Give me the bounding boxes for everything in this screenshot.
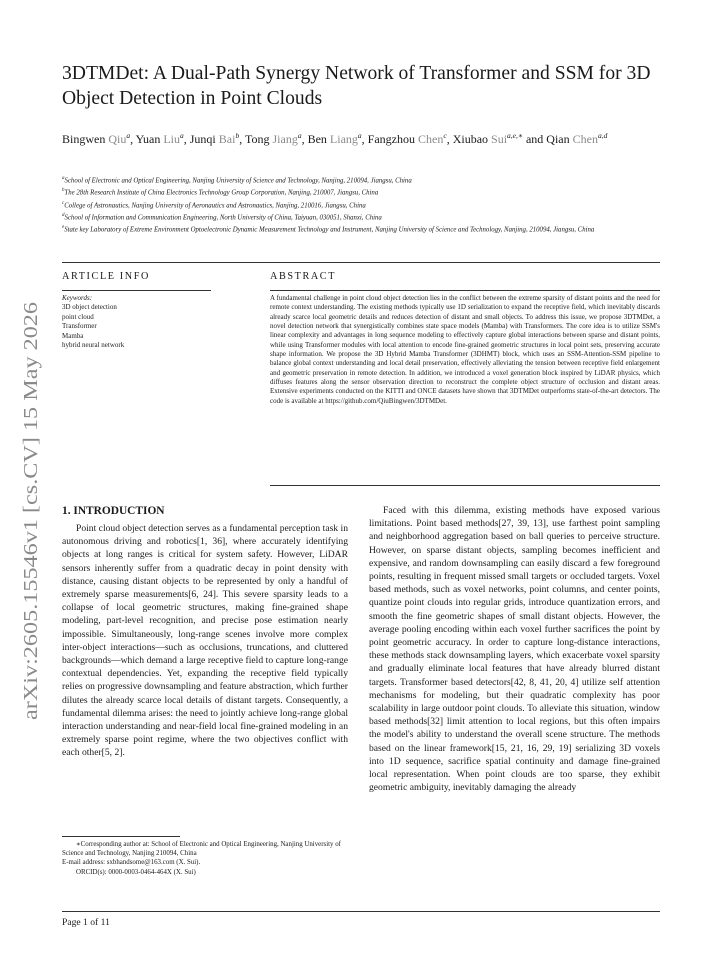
keywords-label: Keywords: [62,294,93,302]
author-last-name: Chen [418,132,444,146]
affiliation-mark: c [62,200,65,206]
intro-paragraph-2: Faced with this dilemma, existing methods have exposed various limitations. Point based methods[27, 39, 13], use farthest point sampling and neighborhood aggregation based on ball queries to perceive structure. However, on sparse distant objects, sampling becomes inefficient and expensive, and random downsampling can easily discard a few foreground points, resulting in frequent missed small targets or occluded targets. Voxel based methods, such as voxel networks, point columns, and center points, quantize point clouds into regular grids, introduce quantization errors, and smooth the fine geometric shapes of small distant objects. However, the average pooling encoding within each voxel further sacrifices the point by point geometric accuracy. In order to capture long-distance interactions, these methods stack downsampling layers, which exacerbate voxel sparsity and gradually eliminate local features that have already blurred distant targets. Transformer based detectors[42, 8, 41, 20, 4] utilize self attention mechanisms for modeling, but their quadratic complexity has poor scalability in large outdoor point clouds. To alleviate this situation, window based methods[32] limit attention to local regions, but this often impairs the model's ability to understand the overall scene structure. The methods based on the linear framework[15, 21, 16, 29, 19] serializing 3D voxels into 1D sequence, sacrifice spatial continuity and damage fine-grained local representation. When point clouds are too sparse, they exhibit geometric ambiguity, inevitably damaging the already [369,505,660,794]
abstract-bottom-rule [270,485,660,486]
intro-paragraph-1: Point cloud object detection serves as a fundamental perception task in autonomous driving and robotics[1, 36], where accurately identifying objects at long ranges is critical for system safety. However, LiDAR sensors inherently suffer from a quadratic decay in point density with distance, causing distant objects to be represented by only a handful of extremely sparse measurements[6, 24]. This severe sparsity leads to a collapse of local geometric structures, making fine-grained shape modeling, part-level recognition, and precise pose estimation nearly impossible. Simultaneously, long-range scenes involve more complex inter-object interactions—such as occlusions, truncations, and cluttered backgrounds—which demand a large receptive field to capture long-range contextual dependencies. Yet, expanding the receptive field typically relies on progressive downsampling and feature abstraction, which further dilutes the already scarce local details of distant targets. Consequently, a fundamental dilemma arises: the need to jointly achieve long-range global interaction understanding and near-field local fine-grained modeling in an extremely sparse point regime, where the two objectives conflict with each other[5, 2]. [62,523,348,759]
footnote-rule [62,836,180,837]
keyword: Transformer [62,322,97,331]
author [453,132,523,146]
affiliation [62,174,662,186]
author-first-name: Bingwen [62,132,109,146]
affiliation-text: College of Astronautics, Nanjing University of Aeronautics and Astronautics, Nanjing, 210016, Jiangsu, China [64,201,366,209]
affiliation-mark: e [62,225,65,231]
author-list: Bingwen Qiu$^a$, Yuan Liu$^a$, Junqi Bai$^b$, Tong Jiang$^a$, Ben Liang$^a$, Fangzhou Chen$^c$, Xiubao Sui$^{a,e,∗}$ and Qian Chen$^{a,d}$ [62,131,608,146]
author-first-name: Tong [244,132,273,146]
author-affiliation-mark: a [357,131,362,140]
keyword: point cloud [62,312,94,321]
author [62,132,130,146]
abstract-rule [270,290,660,291]
author-last-name: Chen [572,132,598,146]
paper-title: 3DTMDet: A Dual-Path Synergy Network of Transformer and SSM for 3D Object Detection in Point Clouds [62,63,651,109]
author-first-name: Fangzhou [367,132,418,146]
affiliation [62,211,662,223]
keyword: 3D object detection [62,303,117,312]
author-affiliation-mark: a [297,131,302,140]
author-affiliation-mark: c [443,131,447,140]
author-last-name: Jiang [272,132,298,146]
author-last-name: Liang [329,132,358,146]
article-info-rule [62,290,211,291]
author-affiliation-mark: a,d [597,131,608,140]
author-first-name: Yuan [135,132,164,146]
affiliation-text: School of Electronic and Optical Engineering, Nanjing University of Science and Technology, Nanjing, 210094, Jiangsu, China [64,177,412,185]
author-affiliation-mark: a [126,131,131,140]
author [245,132,302,146]
footnote-corresponding: ∗Corresponding author at: School of Electronic and Optical Engineering, Nanjing University of Science and Technology, Nanjing 210094, China [62,841,341,858]
author-first-name: Ben [307,132,330,146]
affiliation-text: The 28th Research Institute of China Electronics Technology Group Corporation, Nanjing, 210007, Jiangsu, China [64,189,379,197]
affiliation [62,223,662,235]
header-divider [62,262,660,263]
author-affiliation-mark: a,e,∗ [507,131,523,140]
keyword: hybrid neural network [62,341,125,350]
author-affiliation-mark: a [180,131,184,140]
footer-divider [62,911,660,912]
arxiv-identifier-stamp [19,300,43,720]
abstract-text: A fundamental challenge in point cloud object detection lies in the conflict between the extreme sparsity of distant points and the need for remote context understanding. The existing methods typically use 1D serialization to expand the receptive field, which inevitably discards already scarce local geometric details and reduces detection of distant and small objects. To address this issue, we propose 3DTMDet, a novel detection network that synergistically combines state space models (Mamba) with Transformers. The core idea is to utilize SSM's linear complexity and advantages in long sequence modeling to effectively capture global interactions between sparse and distant points, while using Transformer modules with local attention to encode fine-grained geometric structures in local point sets, preserving accurate shape information. We propose the 3D Hybrid Mamba Transformer (3DHMT) block, which uses an SSM-Attention-SSM pipeline to balance global context understanding and local detail preservation, effectively alleviating the tension between receptive field enlargement and geometric preservation in remote detection. In addition, we introduced a voxel generation block inspired by LiDAR physics, which diffuses features along the sensor observation direction to reconstruct the complete object structure of occlusion and distant areas. Extensive experiments conducted on the KITTI and ONCE datasets have shown that 3DTMDet outperforms state-of-the-art detectors. The code is available at https://github.com/QiuBingwen/3DTMDet. [270,294,660,405]
left-column [62,504,348,760]
author [368,132,447,146]
article-info-heading: ARTICLE INFO [62,271,150,282]
author [546,132,607,146]
affiliation-text: School of Information and Communication Engineering, North University of China, Taiyuan, 030051, Shanxi, China [64,214,382,222]
footnote-email: E-mail address: sxbhandsome@163.com (X. Sui). [62,859,201,867]
author-last-name: Bai [218,132,236,146]
author [190,132,239,146]
affiliation-text: State key Laboratory of Extreme Environment Optoelectronic Dynamic Measurement Technology and Instrument, Nanjing University of Science and Technology, Nanjing, 210094, Jiangsu, China [64,226,595,234]
footnote-orcid: ORCID(s): 0000-0003-0464-464X (X. Sui) [76,868,196,876]
right-column [369,504,660,794]
affiliation-mark: d [62,213,65,219]
arxiv-id-text: arXiv:2605.15546v1 [cs.CV] 15 May 2026 [20,365,42,720]
affiliation-list [62,174,662,236]
affiliation [62,186,662,198]
affiliation-mark: b [62,188,65,194]
author-last-name: Sui [491,132,508,146]
author [136,132,184,146]
author-first-name: Junqi [189,132,219,146]
author-first-name: Xiubao [452,132,492,146]
affiliation-mark: a [62,176,65,181]
author-affiliation-mark: b [235,131,240,140]
author-last-name: Liu [163,132,180,146]
page-number: Page 1 of 11 [62,917,110,928]
keywords-block [62,294,242,350]
keyword: Mamba [62,331,84,340]
affiliation [62,199,662,211]
keywords-list [62,303,242,350]
author-last-name: Qiu [108,132,127,146]
author [308,132,362,146]
introduction-heading: 1. INTRODUCTION [62,505,165,517]
corresponding-author-footnote [62,840,350,877]
abstract-heading: ABSTRACT [270,271,337,282]
author-first-name: Qian [546,132,573,146]
